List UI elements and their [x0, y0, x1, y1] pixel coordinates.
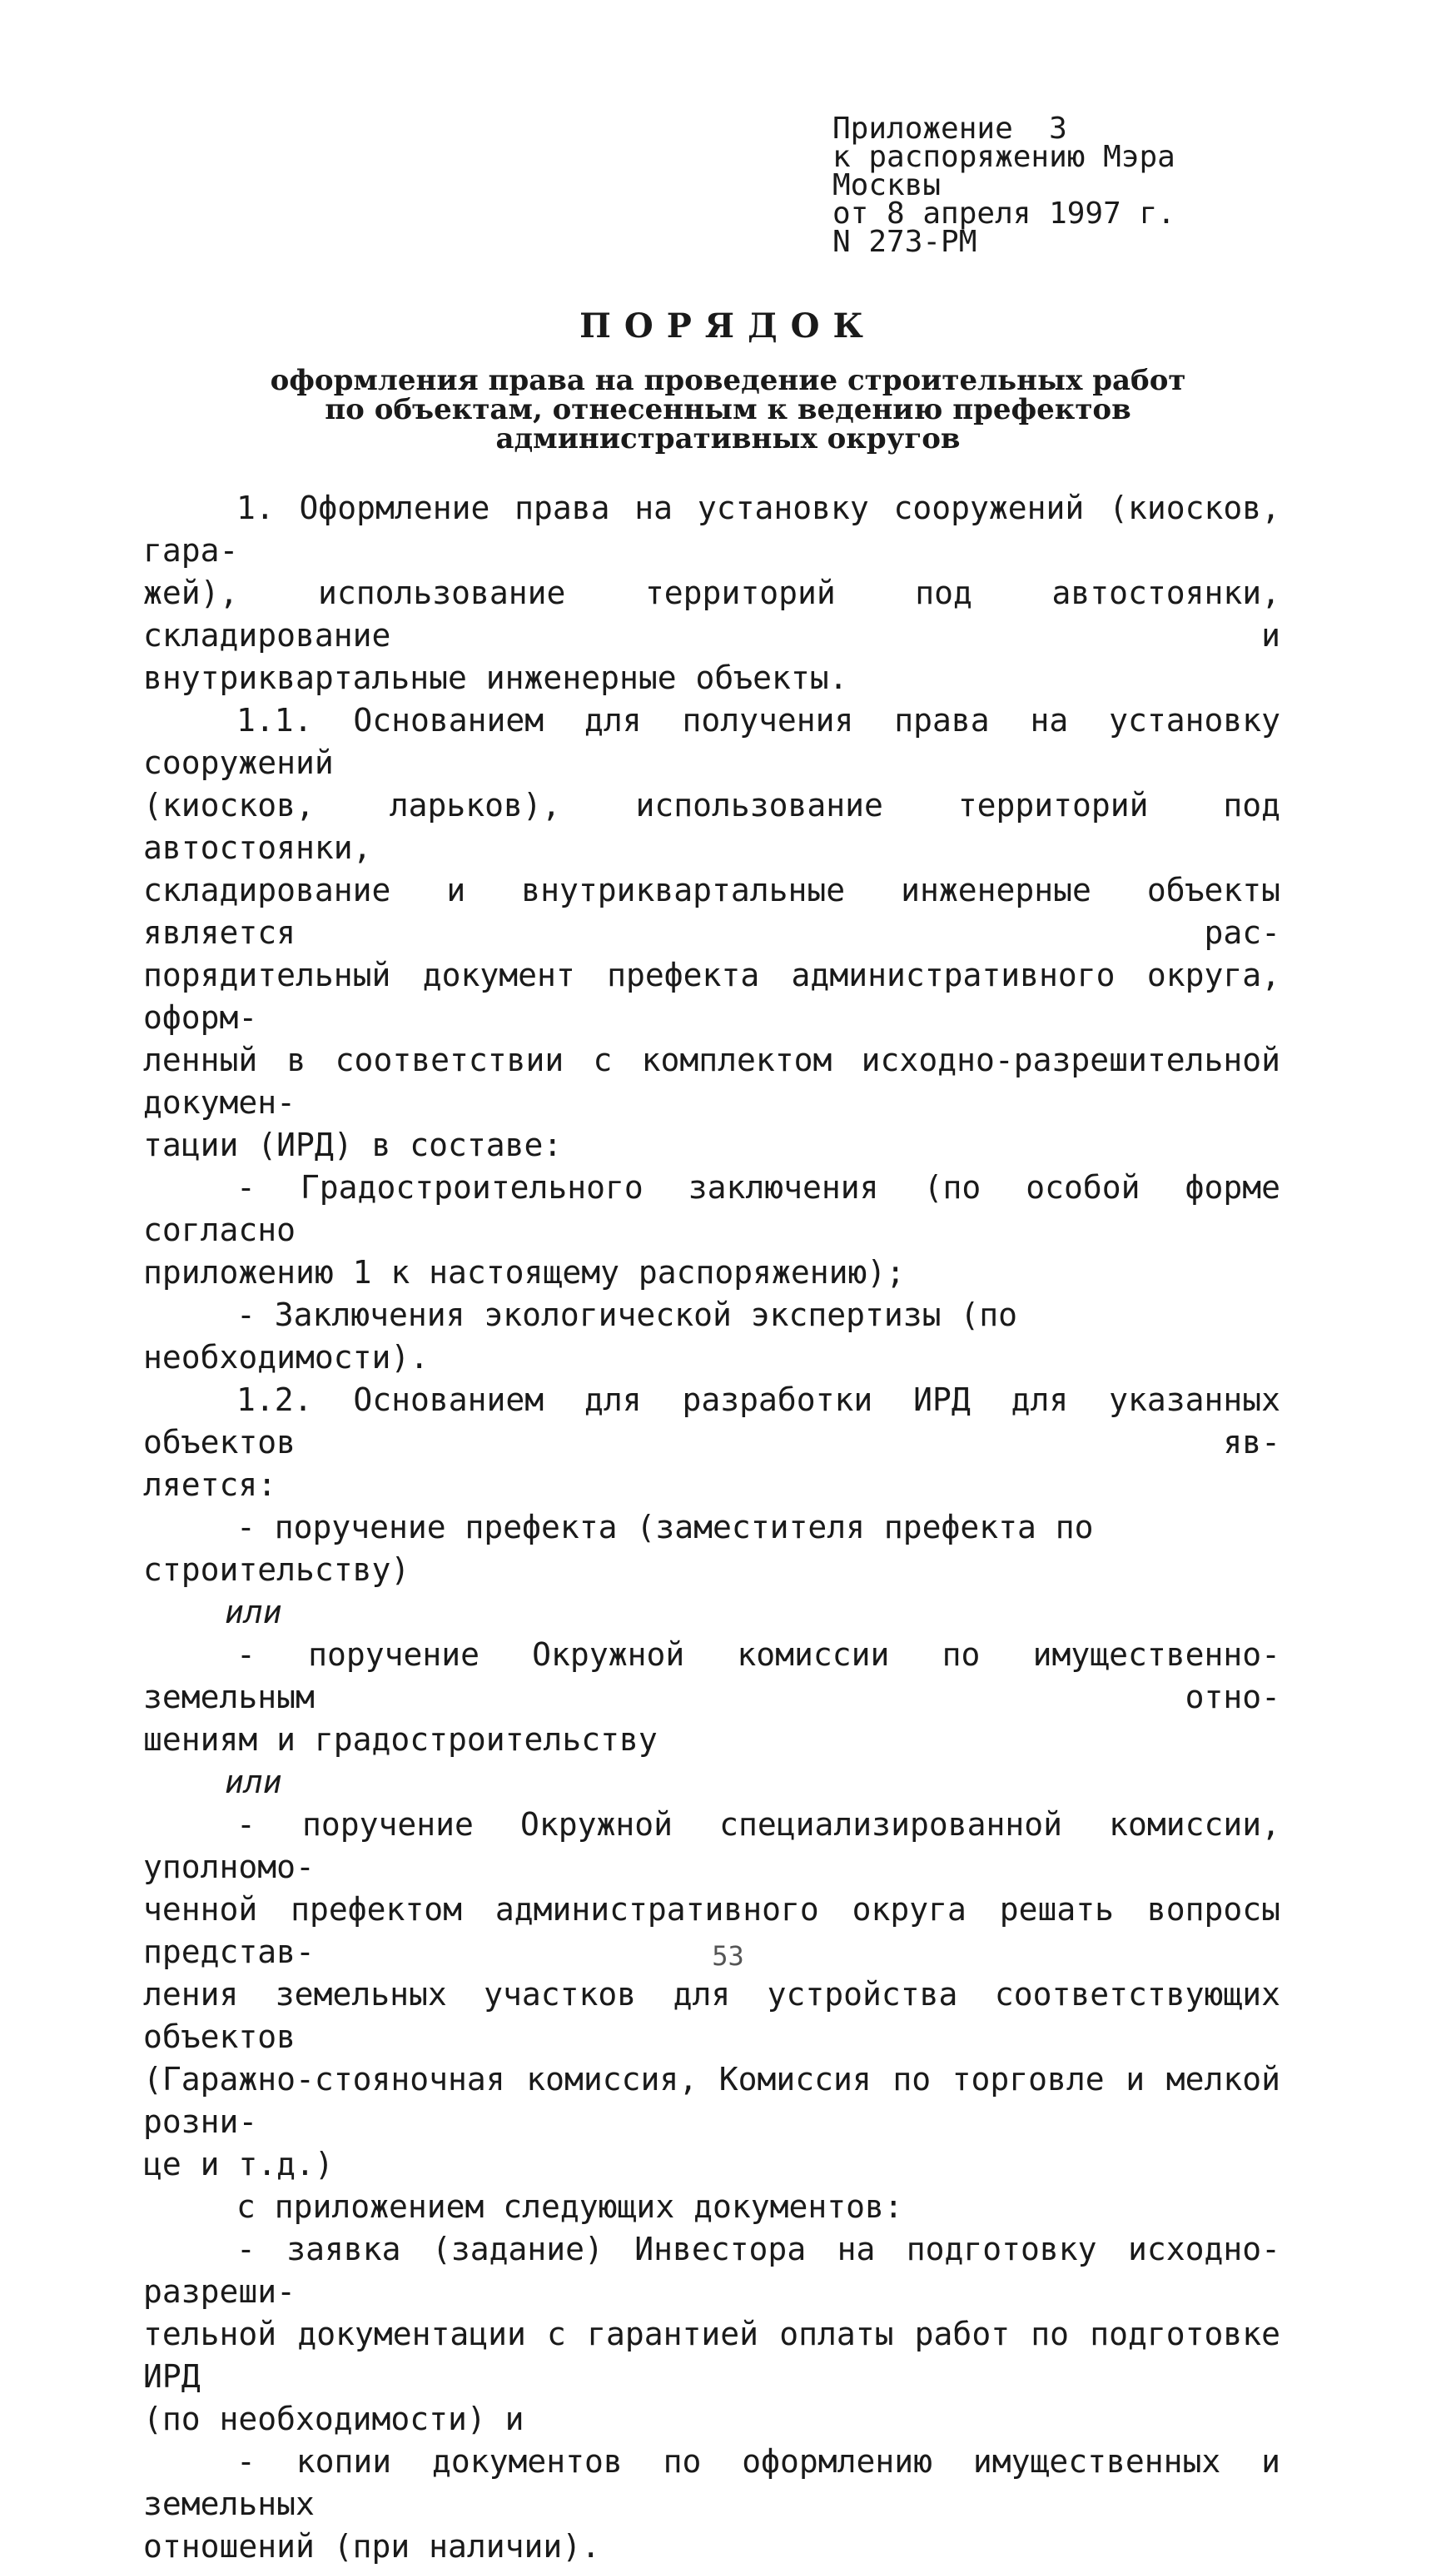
- annex-line: Приложение 3: [832, 112, 1067, 146]
- text-line: - Градостроительного заключения (по особой форме согласно: [143, 1169, 1280, 1248]
- document-subtitle: [0, 366, 1456, 454]
- text-line: внутриквартальные инженерные объекты.: [143, 659, 848, 696]
- text-line: - копии документов по оформлению имущественных и земельных: [143, 2443, 1280, 2522]
- text-line: (Гаражно-стояночная комиссия, Комиссия по торговле и мелкой розни-: [143, 2061, 1280, 2140]
- text-line: 1.1. Основанием для получения права на установку сооружений: [143, 702, 1280, 781]
- text-line: порядительный документ префекта административного округа, оформ-: [143, 957, 1280, 1036]
- subtitle-line: по объектам, отнесенным к ведению префектов: [325, 393, 1131, 426]
- text-line: или: [225, 1764, 282, 1800]
- text-line: складирование и внутриквартальные инженерные объекты является рас-: [143, 872, 1280, 951]
- text-line: - поручение Окружной специализированной комиссии, уполномо-: [143, 1806, 1280, 1885]
- text-line: тации (ИРД) в составе:: [143, 1127, 563, 1163]
- text-line: ления земельных участков для устройства соответствующих объектов: [143, 1976, 1280, 2055]
- text-line: - заявка (задание) Инвестора на подготовку исходно-разреши-: [143, 2231, 1280, 2310]
- document-title: ПОРЯДОК: [579, 306, 877, 346]
- text-line: ченной префектом административного округа решать вопросы представ-: [143, 1891, 1280, 1970]
- annex-line: Москвы: [832, 168, 942, 202]
- text-line: це и т.д.): [143, 2146, 334, 2182]
- text-line: шениям и градостроительству: [143, 1721, 658, 1758]
- document-body: [143, 487, 1280, 2568]
- subtitle-line: оформления права на проведение строительных работ: [270, 364, 1186, 397]
- text-line: ленный в соответствии с комплектом исходно-разрешительной докумен-: [143, 1042, 1280, 1121]
- text-line: отношений (при наличии).: [143, 2528, 601, 2565]
- annex-line: N 273-РМ: [832, 225, 977, 259]
- annex-line: от 8 апреля 1997 г.: [832, 197, 1175, 231]
- page-number: 53: [712, 1940, 744, 1972]
- text-line: - поручение Окружной комиссии по имущественно-земельным отно-: [143, 1636, 1280, 1715]
- text-line: приложению 1 к настоящему распоряжению);: [143, 1254, 906, 1291]
- text-line: 1.2. Основанием для разработки ИРД для указанных объектов яв-: [143, 1381, 1280, 1461]
- annex-line: к распоряжению Мэра: [832, 140, 1175, 174]
- text-line: с приложением следующих документов:: [236, 2188, 903, 2225]
- text-line: - Заключения экологической экспертизы (по необходимости).: [143, 1296, 1017, 1376]
- annex-header: [832, 112, 1175, 259]
- text-line: ляется:: [143, 1466, 277, 1503]
- subtitle-line: административных округов: [495, 422, 961, 455]
- text-line: (по необходимости) и: [143, 2401, 524, 2437]
- text-line: - поручение префекта (заместителя префекта по строительству): [143, 1509, 1094, 1588]
- text-line: жей), использование территорий под автостоянки, складирование и: [143, 575, 1280, 654]
- text-line: или: [225, 1594, 282, 1630]
- text-line: тельной документации с гарантией оплаты работ по подготовке ИРД: [143, 2316, 1280, 2395]
- text-line: (киосков, ларьков), использование территорий под автостоянки,: [143, 787, 1280, 866]
- text-line: 1. Оформление права на установку сооружений (киосков, гара-: [143, 490, 1280, 569]
